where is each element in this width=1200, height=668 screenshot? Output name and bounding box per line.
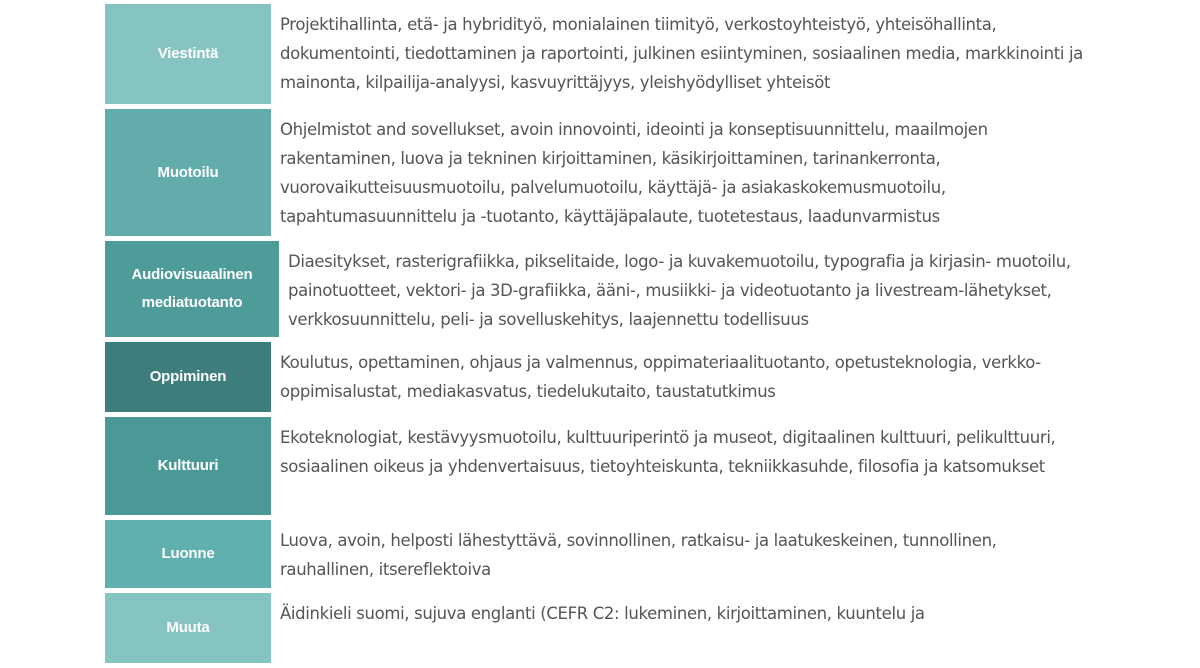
row-label: Kulttuuri bbox=[105, 417, 271, 515]
row-label: Muuta bbox=[105, 593, 271, 663]
row-content: Projektihallinta, etä- ja hybridityö, monialainen tiimityö, verkostoyhteistyö, yhteisöhallinta, dokumentointi, tiedottaminen ja raportointi, julkinen esiintyminen, sosiaalinen media, markkinointi ja mainonta, kilpailija-analyysi, kasvuyrittäjyys, yleishyödylliset yhteisöt bbox=[280, 15, 1083, 92]
table-row bbox=[105, 4, 1085, 104]
row-label: Viestintä bbox=[105, 4, 271, 104]
row-content: Luova, avoin, helposti lähestyttävä, sovinnollinen, ratkaisu- ja laatukeskeinen, tunnollinen, rauhallinen, itsereflektoiva bbox=[280, 531, 997, 579]
row-label: Oppiminen bbox=[105, 342, 271, 412]
row-content: Koulutus, opettaminen, ohjaus ja valmennus, oppimateriaalituotanto, opetusteknologia, verkko-oppimisalustat, mediakasvatus, tiedelukutaito, taustatutkimus bbox=[280, 353, 1041, 401]
table-row bbox=[105, 342, 1085, 412]
table-row bbox=[105, 520, 1085, 588]
table-row bbox=[105, 417, 1085, 515]
row-content: Äidinkieli suomi, sujuva englanti (CEFR C2: lukeminen, kirjoittaminen, kuuntelu ja bbox=[280, 604, 925, 623]
row-content: Ohjelmistot and sovellukset, avoin innovointi, ideointi ja konseptisuunnittelu, maailmojen rakentaminen, luova ja tekninen kirjoittaminen, käsikirjoittaminen, tarinankerronta, vuorovaikutteisuusmuotoilu, palvelumuotoilu, käyttäjä- ja asiakaskokemusmuotoilu, tapahtumasuunnittelu ja -tuotanto, käyttäjäpalaute, tuotetestaus, laadunvarmistus bbox=[280, 120, 988, 226]
row-content: Diaesitykset, rasterigrafiikka, pikselitaide, logo- ja kuvakemuotoilu, typografia ja kirjasin- muotoilu, painotuotteet, vektori- ja 3D-grafiikka, ääni-, musiikki- ja videotuotanto ja livestream-lähetykset, verkkosuunnittelu, peli- ja sovelluskehitys, laajennettu todellisuus bbox=[288, 252, 1071, 329]
row-label: Luonne bbox=[105, 520, 271, 588]
skills-table bbox=[105, 4, 1085, 668]
table-row bbox=[105, 109, 1085, 236]
row-label: Muotoilu bbox=[105, 109, 271, 236]
row-label: Audiovisuaalinen mediatuotanto bbox=[105, 241, 279, 337]
row-content: Ekoteknologiat, kestävyysmuotoilu, kulttuuriperintö ja museot, digitaalinen kulttuuri, pelikulttuuri, sosiaalinen oikeus ja yhdenvertaisuus, tietoyhteiskunta, tekniikkasuhde, filosofia ja katsomukset bbox=[280, 428, 1056, 476]
table-row bbox=[105, 241, 1085, 337]
table-row bbox=[105, 593, 1085, 663]
